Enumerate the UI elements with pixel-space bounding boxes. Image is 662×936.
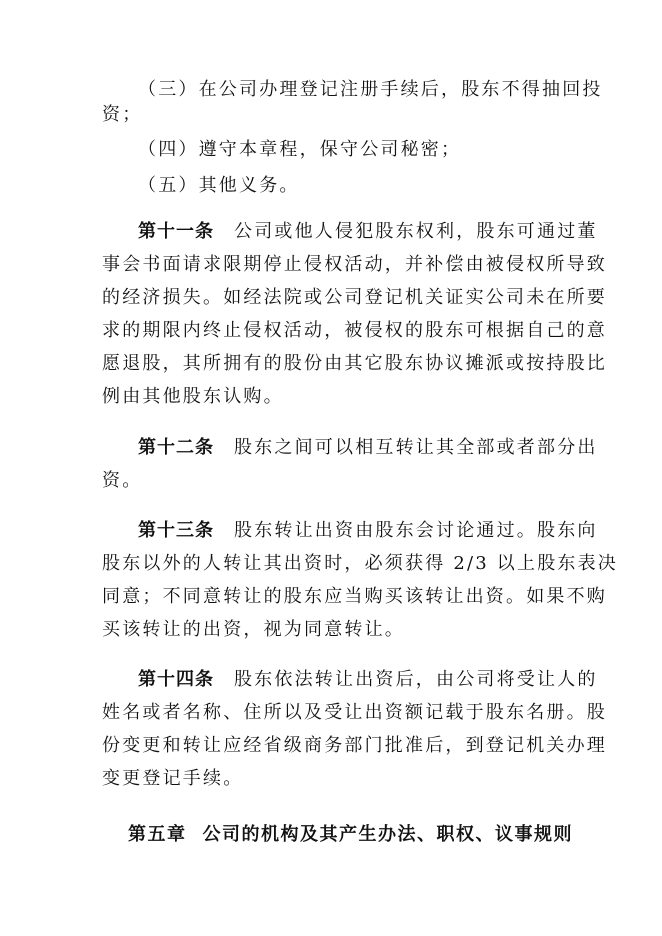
article-13-line-2: 股东以外的人转让其出资时，必须获得 2/3 以上股东表决 (102, 553, 619, 574)
article-14-line-1 (138, 669, 598, 690)
article-11-line-2: 事会书面请求限期停止侵权活动，并补偿由被侵权所导致 (102, 254, 607, 275)
article-12-heading: 第十二条 (138, 437, 214, 458)
article-13-text-1: 股东转让出资由股东会讨论通过。股东向 (234, 520, 598, 541)
article-14-text-1: 股东依法转让出资后，由公司将受让人的 (234, 669, 598, 690)
article-13-line-4: 买该转让的出资，视为同意转让。 (102, 619, 405, 640)
article-11-line-1 (138, 221, 598, 242)
item-3-line-1: （三）在公司办理登记注册手续后，股东不得抽回投 (138, 79, 603, 100)
chapter-number: 第五章 (128, 824, 187, 845)
article-12-line-1 (138, 437, 598, 458)
article-14-line-4: 变更登记手续。 (102, 768, 244, 789)
article-13-line-3: 同意；不同意转让的股东应当购买该转让出资。如果不购 (102, 586, 607, 607)
article-12-text-1: 股东之间可以相互转让其全部或者部分出 (234, 437, 598, 458)
article-14-line-3: 份变更和转让应经省级商务部门批准后，到登记机关办理 (102, 735, 607, 756)
article-14-heading: 第十四条 (138, 669, 214, 690)
article-11-heading: 第十一条 (138, 221, 214, 242)
article-11-text-1: 公司或他人侵犯股东权利，股东可通过董 (234, 221, 598, 242)
item-3-line-2: 资； (102, 104, 143, 125)
chapter-heading (128, 820, 573, 846)
article-13-heading: 第十三条 (138, 520, 214, 541)
chapter-title: 公司的机构及其产生办法、职权、议事规则 (202, 824, 573, 845)
item-5: （五）其他义务。 (138, 175, 300, 196)
article-11-line-4: 求的期限内终止侵权活动，被侵权的股东可根据自己的意 (102, 320, 607, 341)
article-14-line-2: 姓名或者名称、住所以及受让出资额记载于股东名册。股 (102, 702, 607, 723)
article-13-line-1 (138, 520, 598, 541)
article-11-line-5: 愿退股，其所拥有的股份由其它股东协议摊派或按持股比 (102, 353, 607, 374)
article-11-line-3: 的经济损失。如经法院或公司登记机关证实公司未在所要 (102, 287, 607, 308)
item-4: （四）遵守本章程，保守公司秘密； (138, 139, 462, 160)
article-12-line-2: 资。 (102, 470, 143, 491)
article-11-line-6: 例由其他股东认购。 (102, 386, 284, 407)
